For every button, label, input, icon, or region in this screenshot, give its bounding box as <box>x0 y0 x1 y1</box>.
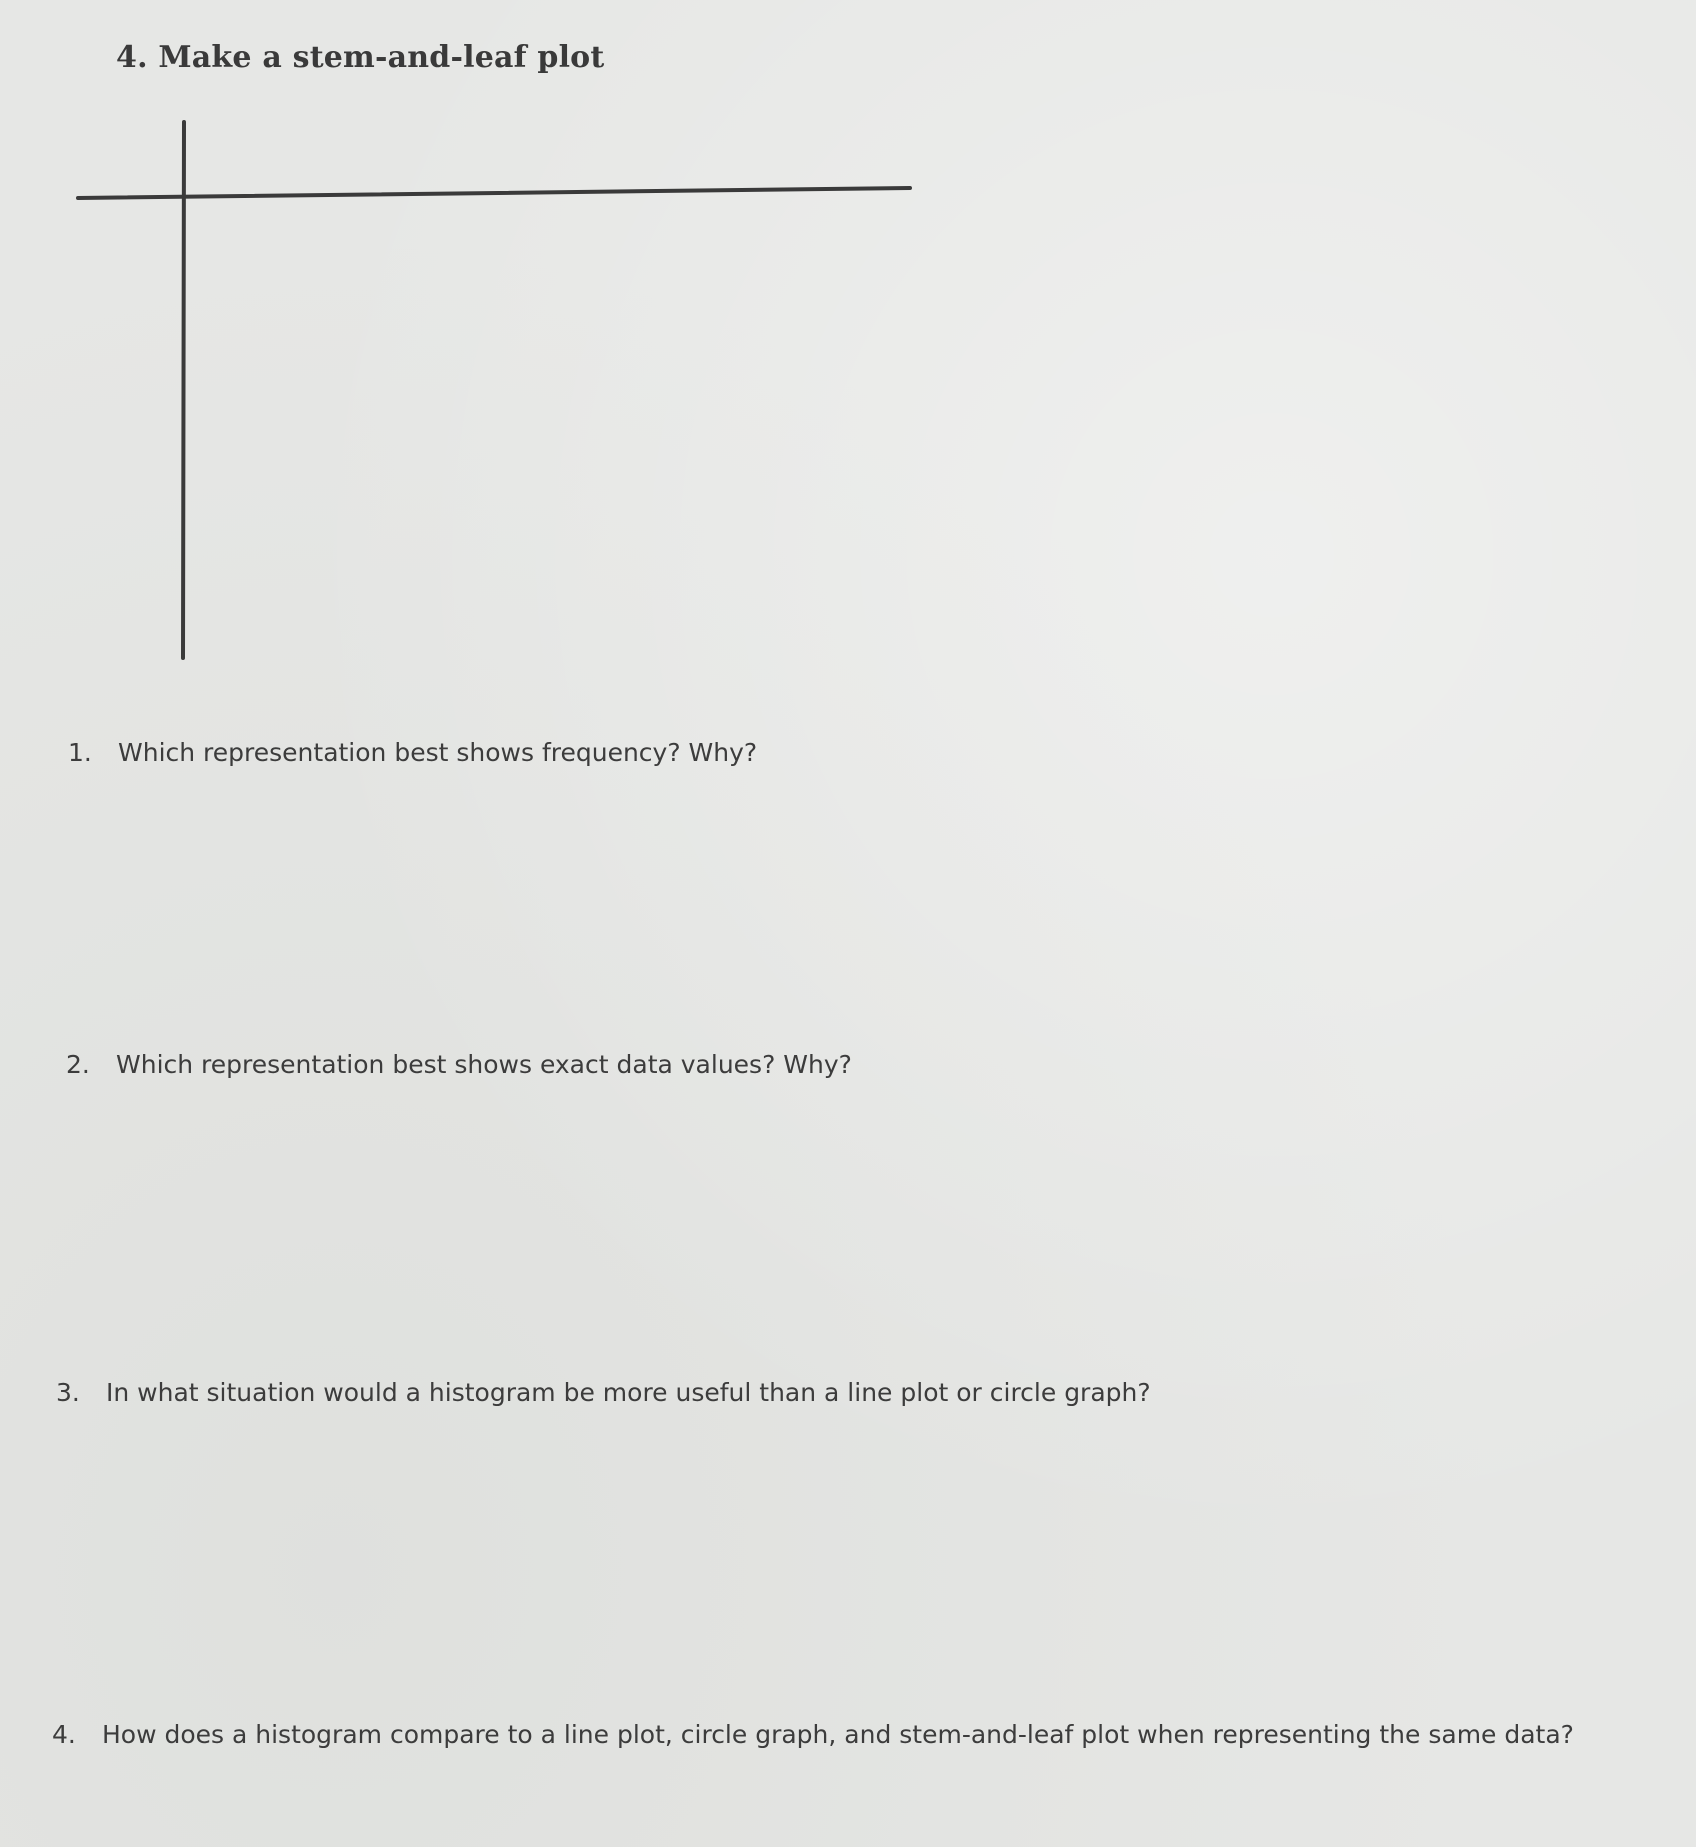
question-1 <box>68 738 757 767</box>
question-number: 3. <box>56 1378 80 1407</box>
stem-and-leaf-frame <box>0 0 1696 700</box>
question-text: How does a histogram compare to a line plot, circle graph, and stem-and-leaf plot when representing the same data? <box>102 1720 1574 1749</box>
stem-and-leaf-vertical-rule <box>183 122 184 658</box>
stem-and-leaf-horizontal-rule <box>78 188 910 198</box>
question-2 <box>66 1050 852 1079</box>
question-number: 2. <box>66 1050 90 1079</box>
question-number: 4. <box>52 1720 76 1749</box>
question-number: 1. <box>68 738 92 767</box>
question-4 <box>52 1720 1574 1749</box>
question-3 <box>56 1378 1151 1407</box>
question-text: In what situation would a histogram be more useful than a line plot or circle graph? <box>106 1378 1151 1407</box>
stem-and-leaf-heading: 4. Make a stem-and-leaf plot <box>116 40 605 75</box>
question-text: Which representation best shows exact data values? Why? <box>116 1050 852 1079</box>
question-text: Which representation best shows frequency? Why? <box>118 738 758 767</box>
